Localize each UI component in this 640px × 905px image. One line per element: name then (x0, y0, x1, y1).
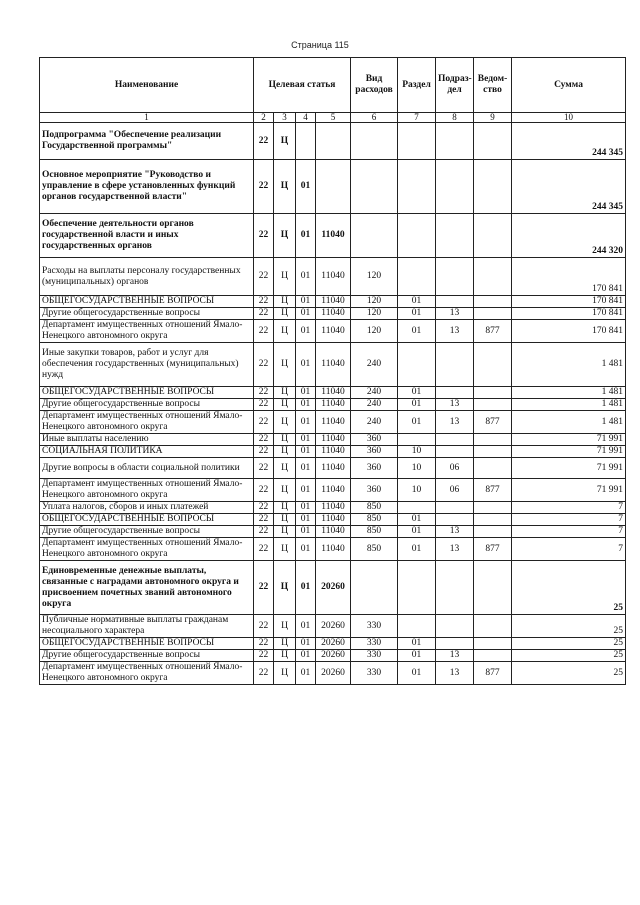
target-code-3: Ц (274, 615, 296, 638)
subsection-cell (436, 123, 474, 160)
target-code-4: 01 (296, 160, 316, 214)
row-name: Департамент имущественных отношений Ямало-Ненецкого автономного округа (40, 320, 254, 343)
target-code-4: 01 (296, 615, 316, 638)
row-name: Публичные нормативные выплаты гражданам несоциального характера (40, 615, 254, 638)
target-code-5: 20260 (316, 662, 351, 685)
amount-cell: 71 991 (512, 479, 626, 502)
table-row (40, 434, 626, 446)
department-cell (474, 514, 512, 526)
section-cell (398, 258, 436, 296)
row-name: Единовременные денежные выплаты, связанные с наградами автономного округа и присвоением почетных званий автономного округа (40, 561, 254, 615)
target-code-5: 11040 (316, 514, 351, 526)
section-cell: 01 (398, 538, 436, 561)
table-row (40, 296, 626, 308)
target-code-3: Ц (274, 160, 296, 214)
section-cell: 01 (398, 526, 436, 538)
amount-cell: 170 841 (512, 296, 626, 308)
target-code-2: 22 (254, 514, 274, 526)
target-code-4: 01 (296, 308, 316, 320)
amount-cell: 170 841 (512, 308, 626, 320)
target-code-5: 11040 (316, 446, 351, 458)
department-cell (474, 650, 512, 662)
subsection-cell (436, 638, 474, 650)
target-code-5: 20260 (316, 561, 351, 615)
department-cell (474, 502, 512, 514)
budget-table (39, 57, 626, 685)
table-row (40, 615, 626, 638)
target-code-4 (296, 123, 316, 160)
section-cell: 01 (398, 662, 436, 685)
target-code-3: Ц (274, 479, 296, 502)
target-code-2: 22 (254, 446, 274, 458)
target-code-5: 11040 (316, 526, 351, 538)
expense-type-cell: 240 (351, 343, 398, 387)
row-name: Другие общегосударственные вопросы (40, 650, 254, 662)
target-code-5: 11040 (316, 538, 351, 561)
target-code-3: Ц (274, 458, 296, 479)
expense-type-cell: 240 (351, 411, 398, 434)
target-code-2: 22 (254, 561, 274, 615)
column-number-row (40, 113, 626, 123)
target-code-5: 11040 (316, 399, 351, 411)
subsection-cell: 06 (436, 458, 474, 479)
target-code-4: 01 (296, 514, 316, 526)
amount-cell: 170 841 (512, 320, 626, 343)
target-code-4: 01 (296, 502, 316, 514)
row-name: Департамент имущественных отношений Ямало-Ненецкого автономного округа (40, 411, 254, 434)
row-name: Уплата налогов, сборов и иных платежей (40, 502, 254, 514)
expense-type-cell: 360 (351, 458, 398, 479)
expense-type-cell: 120 (351, 258, 398, 296)
column-number: 7 (398, 113, 436, 123)
row-name: Департамент имущественных отношений Ямало-Ненецкого автономного округа (40, 662, 254, 685)
department-cell (474, 434, 512, 446)
page-number-label: Страница 115 (291, 40, 349, 50)
department-cell (474, 160, 512, 214)
expense-type-cell: 850 (351, 514, 398, 526)
target-code-2: 22 (254, 320, 274, 343)
row-name: ОБЩЕГОСУДАРСТВЕННЫЕ ВОПРОСЫ (40, 296, 254, 308)
target-code-5: 11040 (316, 502, 351, 514)
table-row (40, 561, 626, 615)
header-amount: Сумма (512, 58, 626, 113)
target-code-2: 22 (254, 308, 274, 320)
table-row (40, 662, 626, 685)
subsection-cell (436, 502, 474, 514)
target-code-4: 01 (296, 446, 316, 458)
subsection-cell (436, 343, 474, 387)
section-cell (398, 561, 436, 615)
target-code-5 (316, 123, 351, 160)
table-row (40, 343, 626, 387)
target-code-5: 11040 (316, 387, 351, 399)
department-cell: 877 (474, 538, 512, 561)
target-code-5: 11040 (316, 458, 351, 479)
target-code-3: Ц (274, 320, 296, 343)
target-code-2: 22 (254, 160, 274, 214)
column-number: 10 (512, 113, 626, 123)
target-code-5: 20260 (316, 638, 351, 650)
amount-cell: 170 841 (512, 258, 626, 296)
header-subsection: Подраз-дел (436, 58, 474, 113)
section-cell (398, 123, 436, 160)
target-code-4: 01 (296, 434, 316, 446)
amount-cell: 7 (512, 538, 626, 561)
target-code-2: 22 (254, 615, 274, 638)
target-code-5: 11040 (316, 320, 351, 343)
expense-type-cell: 330 (351, 650, 398, 662)
amount-cell: 1 481 (512, 411, 626, 434)
department-cell (474, 123, 512, 160)
subsection-cell: 13 (436, 662, 474, 685)
target-code-4: 01 (296, 387, 316, 399)
target-code-4: 01 (296, 399, 316, 411)
target-code-5: 11040 (316, 308, 351, 320)
target-code-5: 11040 (316, 411, 351, 434)
amount-cell: 25 (512, 561, 626, 615)
amount-cell: 1 481 (512, 343, 626, 387)
table-row (40, 514, 626, 526)
section-cell: 01 (398, 638, 436, 650)
expense-type-cell: 360 (351, 479, 398, 502)
target-code-2: 22 (254, 343, 274, 387)
target-code-4: 01 (296, 650, 316, 662)
row-name: Другие вопросы в области социальной политики (40, 458, 254, 479)
expense-type-cell: 330 (351, 638, 398, 650)
table-row (40, 320, 626, 343)
header-section: Раздел (398, 58, 436, 113)
section-cell (398, 214, 436, 258)
table-row (40, 526, 626, 538)
target-code-5: 11040 (316, 434, 351, 446)
amount-cell: 71 991 (512, 446, 626, 458)
table-row (40, 160, 626, 214)
target-code-4: 01 (296, 258, 316, 296)
target-code-5: 11040 (316, 343, 351, 387)
row-name: ОБЩЕГОСУДАРСТВЕННЫЕ ВОПРОСЫ (40, 638, 254, 650)
target-code-2: 22 (254, 479, 274, 502)
target-code-2: 22 (254, 296, 274, 308)
subsection-cell: 13 (436, 411, 474, 434)
target-code-4: 01 (296, 662, 316, 685)
table-row (40, 638, 626, 650)
column-number: 3 (274, 113, 296, 123)
department-cell (474, 446, 512, 458)
section-cell: 10 (398, 446, 436, 458)
target-code-4: 01 (296, 296, 316, 308)
amount-cell: 1 481 (512, 399, 626, 411)
target-code-4: 01 (296, 343, 316, 387)
table-body (40, 123, 626, 685)
subsection-cell (436, 160, 474, 214)
section-cell: 10 (398, 479, 436, 502)
target-code-2: 22 (254, 650, 274, 662)
expense-type-cell: 120 (351, 320, 398, 343)
target-code-2: 22 (254, 387, 274, 399)
expense-type-cell: 240 (351, 399, 398, 411)
target-code-3: Ц (274, 343, 296, 387)
subsection-cell: 13 (436, 526, 474, 538)
target-code-2: 22 (254, 123, 274, 160)
section-cell: 01 (398, 320, 436, 343)
target-code-4: 01 (296, 320, 316, 343)
section-cell (398, 502, 436, 514)
amount-cell: 25 (512, 662, 626, 685)
expense-type-cell: 240 (351, 387, 398, 399)
expense-type-cell: 360 (351, 434, 398, 446)
table-row (40, 214, 626, 258)
header-target: Целевая статья (254, 58, 351, 113)
target-code-3: Ц (274, 387, 296, 399)
target-code-3: Ц (274, 526, 296, 538)
section-cell: 01 (398, 308, 436, 320)
subsection-cell (436, 514, 474, 526)
expense-type-cell (351, 160, 398, 214)
amount-cell: 25 (512, 615, 626, 638)
department-cell: 877 (474, 320, 512, 343)
department-cell (474, 387, 512, 399)
department-cell (474, 561, 512, 615)
section-cell (398, 434, 436, 446)
expense-type-cell: 850 (351, 538, 398, 561)
expense-type-cell: 360 (351, 446, 398, 458)
target-code-2: 22 (254, 214, 274, 258)
department-cell (474, 526, 512, 538)
section-cell: 01 (398, 411, 436, 434)
target-code-4: 01 (296, 538, 316, 561)
expense-type-cell: 120 (351, 308, 398, 320)
amount-cell: 244 345 (512, 160, 626, 214)
table-row (40, 446, 626, 458)
target-code-2: 22 (254, 411, 274, 434)
target-code-3: Ц (274, 308, 296, 320)
subsection-cell: 13 (436, 399, 474, 411)
amount-cell: 1 481 (512, 387, 626, 399)
amount-cell: 7 (512, 514, 626, 526)
department-cell (474, 615, 512, 638)
target-code-4: 01 (296, 214, 316, 258)
department-cell (474, 458, 512, 479)
expense-type-cell: 850 (351, 526, 398, 538)
column-number: 2 (254, 113, 274, 123)
target-code-5: 20260 (316, 650, 351, 662)
row-name: СОЦИАЛЬНАЯ ПОЛИТИКА (40, 446, 254, 458)
target-code-5: 11040 (316, 214, 351, 258)
row-name: Другие общегосударственные вопросы (40, 399, 254, 411)
target-code-3: Ц (274, 399, 296, 411)
expense-type-cell: 330 (351, 662, 398, 685)
amount-cell: 244 345 (512, 123, 626, 160)
target-code-4: 01 (296, 411, 316, 434)
subsection-cell (436, 615, 474, 638)
row-name: Иные выплаты населению (40, 434, 254, 446)
target-code-2: 22 (254, 258, 274, 296)
expense-type-cell (351, 123, 398, 160)
expense-type-cell: 850 (351, 502, 398, 514)
section-cell: 01 (398, 514, 436, 526)
target-code-3: Ц (274, 258, 296, 296)
target-code-4: 01 (296, 561, 316, 615)
department-cell (474, 399, 512, 411)
amount-cell: 244 320 (512, 214, 626, 258)
section-cell: 01 (398, 650, 436, 662)
target-code-2: 22 (254, 458, 274, 479)
header-name: Наименование (40, 58, 254, 113)
subsection-cell: 13 (436, 538, 474, 561)
section-cell: 10 (398, 458, 436, 479)
header-expense-type: Вид расходов (351, 58, 398, 113)
subsection-cell (436, 258, 474, 296)
target-code-2: 22 (254, 434, 274, 446)
target-code-4: 01 (296, 479, 316, 502)
target-code-3: Ц (274, 434, 296, 446)
target-code-3: Ц (274, 214, 296, 258)
target-code-3: Ц (274, 561, 296, 615)
row-name: Иные закупки товаров, работ и услуг для обеспечения государственных (муниципальных) нужд (40, 343, 254, 387)
amount-cell: 7 (512, 526, 626, 538)
table-row (40, 123, 626, 160)
column-number: 6 (351, 113, 398, 123)
subsection-cell: 13 (436, 308, 474, 320)
row-name: Обеспечение деятельности органов государственной власти и иных государственных органов (40, 214, 254, 258)
amount-cell: 71 991 (512, 434, 626, 446)
target-code-3: Ц (274, 446, 296, 458)
row-name: Департамент имущественных отношений Ямало-Ненецкого автономного округа (40, 479, 254, 502)
column-number: 1 (40, 113, 254, 123)
target-code-2: 22 (254, 526, 274, 538)
target-code-3: Ц (274, 502, 296, 514)
department-cell: 877 (474, 411, 512, 434)
amount-cell: 7 (512, 502, 626, 514)
subsection-cell (436, 446, 474, 458)
target-code-5: 11040 (316, 479, 351, 502)
column-number: 9 (474, 113, 512, 123)
department-cell (474, 258, 512, 296)
department-cell (474, 296, 512, 308)
target-code-4: 01 (296, 526, 316, 538)
table-row (40, 258, 626, 296)
expense-type-cell (351, 561, 398, 615)
target-code-5 (316, 160, 351, 214)
expense-type-cell (351, 214, 398, 258)
column-number: 4 (296, 113, 316, 123)
row-name: Расходы на выплаты персоналу государственных (муниципальных) органов (40, 258, 254, 296)
header-department: Ведом-ство (474, 58, 512, 113)
department-cell: 877 (474, 479, 512, 502)
table-row (40, 411, 626, 434)
subsection-cell: 13 (436, 320, 474, 343)
column-number: 5 (316, 113, 351, 123)
section-cell (398, 343, 436, 387)
target-code-3: Ц (274, 123, 296, 160)
department-cell (474, 343, 512, 387)
table-row (40, 387, 626, 399)
subsection-cell (436, 434, 474, 446)
row-name: ОБЩЕГОСУДАРСТВЕННЫЕ ВОПРОСЫ (40, 514, 254, 526)
target-code-2: 22 (254, 638, 274, 650)
row-name: Другие общегосударственные вопросы (40, 526, 254, 538)
target-code-4: 01 (296, 458, 316, 479)
subsection-cell (436, 214, 474, 258)
subsection-cell: 13 (436, 650, 474, 662)
section-cell: 01 (398, 296, 436, 308)
department-cell (474, 308, 512, 320)
table-row (40, 650, 626, 662)
target-code-2: 22 (254, 502, 274, 514)
table-row (40, 399, 626, 411)
subsection-cell (436, 387, 474, 399)
target-code-5: 11040 (316, 258, 351, 296)
target-code-5: 20260 (316, 615, 351, 638)
expense-type-cell: 330 (351, 615, 398, 638)
expense-type-cell: 120 (351, 296, 398, 308)
table-row (40, 458, 626, 479)
department-cell: 877 (474, 662, 512, 685)
target-code-2: 22 (254, 399, 274, 411)
target-code-2: 22 (254, 538, 274, 561)
column-number: 8 (436, 113, 474, 123)
subsection-cell (436, 296, 474, 308)
target-code-4: 01 (296, 638, 316, 650)
row-name: Другие общегосударственные вопросы (40, 308, 254, 320)
subsection-cell (436, 561, 474, 615)
target-code-3: Ц (274, 638, 296, 650)
amount-cell: 25 (512, 638, 626, 650)
row-name: Основное мероприятие "Руководство и управление в сфере установленных функций органов государственной власти" (40, 160, 254, 214)
target-code-2: 22 (254, 662, 274, 685)
row-name: Департамент имущественных отношений Ямало-Ненецкого автономного округа (40, 538, 254, 561)
target-code-5: 11040 (316, 296, 351, 308)
target-code-3: Ц (274, 538, 296, 561)
table-row (40, 308, 626, 320)
amount-cell: 25 (512, 650, 626, 662)
target-code-3: Ц (274, 411, 296, 434)
target-code-3: Ц (274, 514, 296, 526)
target-code-3: Ц (274, 662, 296, 685)
department-cell (474, 638, 512, 650)
section-cell: 01 (398, 399, 436, 411)
section-cell: 01 (398, 387, 436, 399)
section-cell (398, 615, 436, 638)
table-row (40, 502, 626, 514)
target-code-3: Ц (274, 296, 296, 308)
table-row (40, 538, 626, 561)
row-name: Подпрограмма "Обеспечение реализации Государственной программы" (40, 123, 254, 160)
amount-cell: 71 991 (512, 458, 626, 479)
target-code-3: Ц (274, 650, 296, 662)
subsection-cell: 06 (436, 479, 474, 502)
table-header-row (40, 58, 626, 113)
row-name: ОБЩЕГОСУДАРСТВЕННЫЕ ВОПРОСЫ (40, 387, 254, 399)
table-row (40, 479, 626, 502)
section-cell (398, 160, 436, 214)
department-cell (474, 214, 512, 258)
